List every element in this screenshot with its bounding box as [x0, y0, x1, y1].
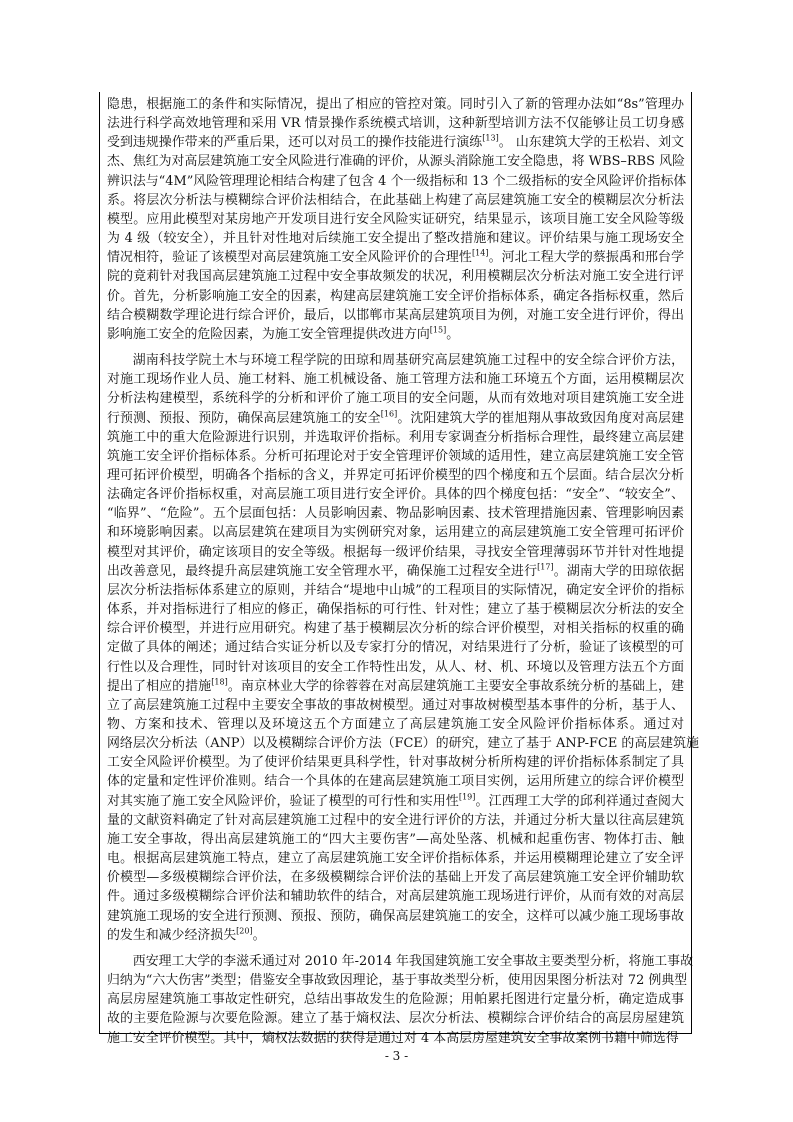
text-line: 杰、焦红为对高层建筑施工安全风险进行准确的评价，从源头消除施工安全隐患，将 WBS–RBS 风险 [107, 154, 685, 170]
text-line: 施工安全事故，得出高层建筑施工的“四大主要伤害”—高处坠落、机械和起重伤害、物体打击、触 [107, 831, 684, 847]
paragraph-gap [107, 945, 684, 952]
text-line: 影响施工安全的危险因素，为施工安全管理提供改进方向[15]。 [107, 325, 460, 342]
text-line: 故的主要危险源与次要危险源。建立了基于熵权法、层次分析法、模糊综合评价结合的高层房屋建筑 [107, 1011, 684, 1027]
text-line: 和环境影响因素。以高层建筑在建项目为实例研究对象，运用建立的高层建筑施工安全管理可拓评价 [107, 525, 684, 541]
text-line: 施工安全评价模型。其中，熵权法数据的获得是通过对 4 本高层房屋建筑安全事故案例书籍中筛选得 [107, 1030, 679, 1046]
text-line: “临界”、“危险”。五个层面包括：人员影响因素、物品影响因素、技术管理措施因素、管理影响因素 [107, 506, 684, 522]
text-line: 对施工现场作业人员、施工材料、施工机械设备、施工管理方法和施工环境五个方面，运用模糊层次 [107, 372, 684, 388]
text-line: 结合模糊数学理论进行综合评价，最后，以邯郸市某高层建筑项目为例，对施工安全进行评价，得出 [107, 307, 684, 323]
paragraph-gap [107, 344, 684, 351]
text-line: 法进行科学高效地管理和采用 VR 情景操作系统模式培训，这种新型培训方法不仅能够让员工切身感 [107, 116, 684, 132]
text-line: 体系，并对指标进行了相应的修正，确保指标的可行性、针对性；建立了基于模糊层次分析法的安全 [107, 602, 684, 618]
text-line: 为 4 级（较安全），并且针对性地对后续施工安全提出了整改措施和建议。评价结果与施工现场安全 [107, 231, 684, 247]
text-line: 网络层次分析法（ANP）以及模糊综合评价方法（FCE）的研究，建立了基于 ANP-FCE 的高层建筑施 [107, 736, 699, 752]
body-paragraph [107, 952, 693, 1048]
text-line: 价。首先，分析影响施工安全的因素，构建高层建筑施工安全评价指标体系，确定各指标权重，然后 [107, 288, 684, 304]
text-line: 西安理工大学的李滋禾通过对 2010 年-2014 年我国建筑施工安全事故主要类型分析，将施工事故 [132, 953, 693, 969]
text-line: 价模型—多级模糊综合评价法，在多级模糊综合评价法的基础上开发了高层建筑施工安全评价辅助软 [107, 870, 684, 886]
body-paragraph [107, 95, 687, 344]
text-line: 工安全风险评价模型。为了使评价结果更具科学性，针对事故树分析所构建的评价指标体系制定了具 [107, 755, 684, 771]
text-line: 归纳为“六大伤害”类型；借鉴安全事故致因理论，基于事故类型分析，使用因果图分析法对 72 例典型 [107, 973, 688, 989]
page-number: - 3 - [384, 1049, 409, 1063]
text-line: 提出了相应的措施[18]。南京林业大学的徐蓉蓉在对高层建筑施工主要安全事故系统分析的基础上，建 [107, 677, 684, 694]
text-line: 出改善意见，最终提升高层建筑施工安全管理水平，确保施工过程安全进行[17]。湖南大学的田琼依据 [107, 562, 684, 579]
text-line: 综合评价模型，并进行应用研究。构建了基于模糊层次分析的综合评价模型，对相关指标的权重的确 [107, 621, 684, 637]
text-line: 体的定量和定性评价准则。结合一个具体的在建高层建筑施工项目实例，运用所建立的综合评价模型 [107, 774, 684, 790]
text-line: 辨识法与“4M”风险管理理论相结合构建了包含 4 个一级指标和 13 个二级指标的安全风险评价指标体 [107, 173, 687, 189]
text-line: 系。将层次分析法与模糊综合评价法相结合，在此基础上构建了高层建筑施工安全的模糊层次分析法 [107, 192, 684, 208]
text-line: 物、方案和技术、管理以及环境这五个方面建立了高层建筑施工安全风险评价指标体系。通过对 [107, 717, 684, 732]
text-line: 高层房屋建筑施工事故定性研究，总结出事故发生的危险源；用帕累托图进行定量分析，确定造成事 [107, 992, 684, 1008]
text-line: 的发生和减少经济损失[20]。 [107, 926, 266, 943]
text-line: 行预测、预报、预防，确保高层建筑施工的安全[16]。沈阳建筑大学的崔旭翔从事故致因角度对高层建 [107, 409, 684, 426]
text-line: 院的竟莉针对我国高层建筑施工过程中安全事故频发的状况，利用模糊层次分析法对施工安全进行评 [107, 269, 684, 285]
text-line: 情况相符，验证了该模型对高层建筑施工安全风险评价的合理性[14]。河北工程大学的蔡振禹和邢台学 [107, 248, 684, 266]
text-line: 筑施工中的重大危险源进行识别，并选取评价指标。利用专家调查分析指标合理性，最终建立高层建 [107, 429, 684, 445]
text-line: 件。通过多级模糊综合评价法和辅助软件的结合，对高层建筑施工现场进行评价，从而有效的对高层 [107, 889, 684, 905]
text-line: 分析法构建模型，系统科学的分析和评价了施工项目的安全问题，从而有效地对项目建筑施工安全进 [107, 391, 684, 407]
text-line: 模型对其评价，确定该项目的安全等级。根据每一级评价结果，寻找安全管理薄弱环节并针对性地提 [107, 544, 684, 560]
text-line: 电。根据高层建筑施工特点，建立了高层建筑施工安全评价指标体系，并运用模糊理论建立了安全评 [107, 851, 684, 867]
page-content-frame [99, 92, 699, 1046]
text-line: 量的文献资料确定了针对高层建筑施工过程中的安全进行评价的方法，并通过分析大量以往高层建筑 [107, 812, 684, 828]
text-line: 湖南科技学院土木与环境工程学院的田琼和周基研究高层建筑施工过程中的安全综合评价方法， [132, 353, 684, 369]
text-line: 对其实施了施工安全风险评价，验证了模型的可行性和实用性[19]。江西理工大学的邱利祥通过查阅大 [107, 792, 684, 809]
text-line: 层次分析法指标体系建立的原则，并结合“堤地中山城”的工程项目的实际情况，确定安全评价的指标 [107, 582, 684, 598]
text-line: 立了高层建筑施工过程中主要安全事故的事故树模型。通过对事故树模型基本事件的分析，基于人、 [107, 697, 684, 713]
text-line: 法确定各评价指标权重，对高层施工项目进行安全评价。具体的四个梯度包括：“安全”、“较安全”、 [107, 487, 684, 503]
text-line: 理可拓评价模型，明确各个指标的含义，并界定可拓评价模型的四个梯度和五个层面。结合层次分析 [107, 467, 684, 483]
text-line: 筑施工安全评价指标体系。分析可拓理论对于安全管理评价领域的适用性，建立高层建筑施工安全管 [107, 448, 684, 464]
body-paragraph [107, 351, 699, 945]
text-line: 隐患，根据施工的条件和实际情况，提出了相应的管控对策。同时引入了新的管理办法如“8s”管理办 [107, 97, 684, 112]
text-line: 建筑施工现场的安全进行预测、预报、预防，确保高层建筑施工的安全，这样可以减少施工现场事故 [107, 908, 684, 924]
text-line: 受到违规操作带来的严重后果，还可以对员工的操作技能进行演练[13]。 山东建筑大学的王松岩、刘文 [107, 134, 684, 151]
text-line: 定做了具体的阐述；通过结合实证分析以及专家打分的情况，对结果进行了分析，验证了该模型的可 [107, 640, 684, 656]
text-line: 行性以及合理性，同时针对该项目的安全工作特性出发，从人、材、机、环境以及管理方法五个方面 [107, 659, 684, 675]
text-line: 模型。应用此模型对某房地产开发项目进行安全风险实证研究，结果显示，该项目施工安全风险等级 [107, 211, 684, 227]
